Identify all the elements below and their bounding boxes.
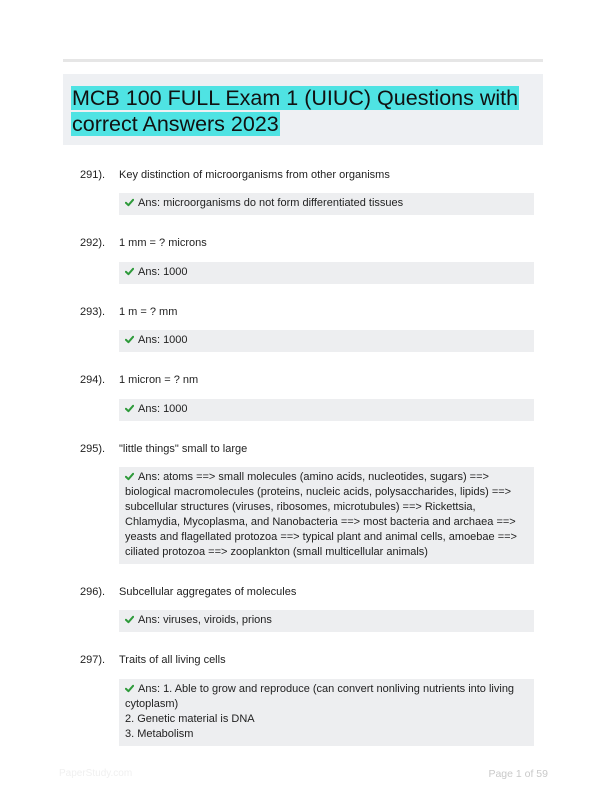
question-text: 1 m = ? mm: [119, 306, 178, 318]
page-title: [71, 86, 519, 136]
question-number: 291).: [80, 169, 106, 181]
title-line-2: correct Answers 2023: [72, 112, 279, 136]
answer-text: Ans: 1000: [138, 403, 188, 415]
answer-text: Ans: microorganisms do not form differentiated tissues: [138, 197, 404, 209]
answer-text: Ans: 1000: [138, 266, 188, 278]
page-number: Page 1 of 59: [488, 768, 548, 780]
answer-text-line-3: 3. Metabolism: [125, 728, 194, 740]
check-icon: [125, 335, 134, 344]
check-icon: [125, 684, 134, 693]
question-text: Traits of all living cells: [119, 654, 226, 666]
answer-box: [119, 610, 534, 632]
answer-box: [119, 399, 534, 421]
answer-box: [119, 193, 534, 215]
question-text: "little things" small to large: [119, 443, 248, 455]
answer-box: [119, 467, 534, 564]
question-number: 292).: [80, 237, 106, 249]
question-number: 296).: [80, 586, 106, 598]
answer-text-line-1: Ans: 1. Able to grow and reproduce (can convert nonliving nutrients into living cytoplasm): [125, 683, 515, 710]
answer-text-line-2: 2. Genetic material is DNA: [125, 713, 255, 725]
check-icon: [125, 472, 134, 481]
question-text: 1 micron = ? nm: [119, 374, 199, 386]
answer-box: [119, 262, 534, 284]
check-icon: [125, 267, 134, 276]
title-block: [63, 74, 543, 145]
question-text: Subcellular aggregates of molecules: [119, 586, 297, 598]
question-number: 293).: [80, 306, 106, 318]
footer-site: PaperStudy.com: [59, 768, 133, 779]
top-divider: [63, 59, 543, 62]
answer-text: Ans: viruses, viroids, prions: [138, 614, 272, 626]
answer-box: [119, 330, 534, 352]
question-number: 295).: [80, 443, 106, 455]
answer-text: Ans: 1000: [138, 334, 188, 346]
question-text: 1 mm = ? microns: [119, 237, 207, 249]
question-number: 294).: [80, 374, 106, 386]
check-icon: [125, 198, 134, 207]
check-icon: [125, 615, 134, 624]
title-line-1: MCB 100 FULL Exam 1 (UIUC) Questions with: [72, 86, 519, 110]
answer-box: [119, 679, 534, 746]
question-number: 297).: [80, 654, 106, 666]
question-text: Key distinction of microorganisms from other organisms: [119, 169, 390, 181]
check-icon: [125, 404, 134, 413]
answer-text: Ans: atoms ==> small molecules (amino acids, nucleotides, sugars) ==> biological macromolecules (proteins, nucleic acids, polysaccharides, lipids) ==> subcellular structures (viruses, ribosomes, microtubules) ==> Rickettsia, Chlamydia, Mycoplasma, and Nanobacteria ==> most bacteria and archaea ==> yeasts and flagellated protozoa ==> typical plant and animal cells, amoebae ==> ciliated protozoa ==> zooplankton (small multicellular animals): [125, 471, 517, 558]
